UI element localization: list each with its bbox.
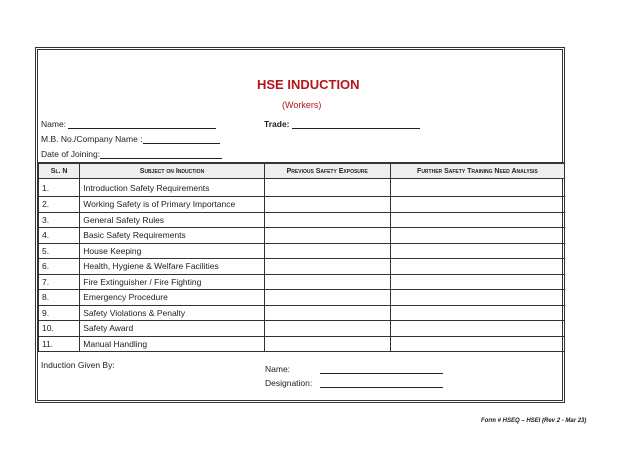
subject-cell: Fire Extinguisher / Fire Fighting	[80, 274, 264, 290]
subject-cell: Manual Handling	[80, 336, 264, 352]
subject-cell: Emergency Procedure	[80, 290, 264, 306]
table-row	[39, 259, 565, 275]
subject-cell: Basic Safety Requirements	[80, 228, 264, 244]
entry-cell[interactable]	[390, 336, 564, 352]
table-row	[39, 274, 565, 290]
table-row	[39, 290, 565, 306]
column-header: Further Safety Training Need Analysis	[390, 163, 564, 179]
table-row	[39, 179, 565, 197]
entry-cell[interactable]	[264, 179, 390, 197]
subject-cell: Working Safety is of Primary Importance	[80, 197, 264, 213]
date-of-joining-field[interactable]: Date of Joining:	[41, 149, 222, 159]
entry-cell[interactable]	[390, 243, 564, 259]
entry-cell[interactable]	[390, 305, 564, 321]
column-header: Sl. N	[39, 163, 80, 179]
entry-cell[interactable]	[264, 274, 390, 290]
subject-cell: Safety Violations & Penalty	[80, 305, 264, 321]
entry-cell[interactable]	[264, 197, 390, 213]
entry-cell[interactable]	[390, 197, 564, 213]
entry-cell[interactable]	[264, 305, 390, 321]
serial-cell: 2.	[39, 197, 80, 213]
entry-cell[interactable]	[264, 212, 390, 228]
serial-cell: 4.	[39, 228, 80, 244]
subject-cell: Health, Hygiene & Welfare Facilities	[80, 259, 264, 275]
company-field[interactable]: M.B. No./Company Name :	[41, 134, 220, 144]
table-row	[39, 228, 565, 244]
subject-cell: Safety Award	[80, 321, 264, 337]
entry-cell[interactable]	[390, 290, 564, 306]
entry-cell[interactable]	[264, 336, 390, 352]
entry-cell[interactable]	[390, 274, 564, 290]
entry-cell[interactable]	[264, 259, 390, 275]
serial-cell: 1.	[39, 179, 80, 197]
table-row	[39, 197, 565, 213]
entry-cell[interactable]	[390, 212, 564, 228]
subject-cell: House Keeping	[80, 243, 264, 259]
form-title: HSE INDUCTION	[257, 77, 360, 92]
serial-cell: 8.	[39, 290, 80, 306]
table-row	[39, 336, 565, 352]
column-header: Subject on Induction	[80, 163, 264, 179]
entry-cell[interactable]	[264, 243, 390, 259]
subject-cell: General Safety Rules	[80, 212, 264, 228]
entry-cell[interactable]	[264, 228, 390, 244]
designation-field[interactable]: Designation:	[265, 378, 443, 388]
serial-cell: 5.	[39, 243, 80, 259]
entry-cell[interactable]	[264, 321, 390, 337]
table-row	[39, 321, 565, 337]
serial-cell: 9.	[39, 305, 80, 321]
induction-table	[38, 162, 565, 352]
serial-cell: 6.	[39, 259, 80, 275]
form-number: Form # HSEQ – HSEI (Rev 2 - Mar 23)	[481, 418, 587, 424]
column-header: Previous Safety Exposure	[264, 163, 390, 179]
table-row	[39, 243, 565, 259]
serial-cell: 7.	[39, 274, 80, 290]
signer-name-field[interactable]: Name:	[265, 364, 443, 374]
entry-cell[interactable]	[390, 228, 564, 244]
entry-cell[interactable]	[390, 321, 564, 337]
induction-given-by-label: Induction Given By:	[41, 360, 115, 370]
entry-cell[interactable]	[390, 179, 564, 197]
entry-cell[interactable]	[264, 290, 390, 306]
serial-cell: 11.	[39, 336, 80, 352]
name-field[interactable]: Name:	[41, 119, 216, 129]
subject-cell: Introduction Safety Requirements	[80, 179, 264, 197]
table-row	[39, 212, 565, 228]
serial-cell: 10.	[39, 321, 80, 337]
trade-field[interactable]: Trade:	[264, 119, 420, 129]
entry-cell[interactable]	[390, 259, 564, 275]
form-subtitle: (Workers)	[282, 100, 322, 110]
serial-cell: 3.	[39, 212, 80, 228]
table-row	[39, 305, 565, 321]
